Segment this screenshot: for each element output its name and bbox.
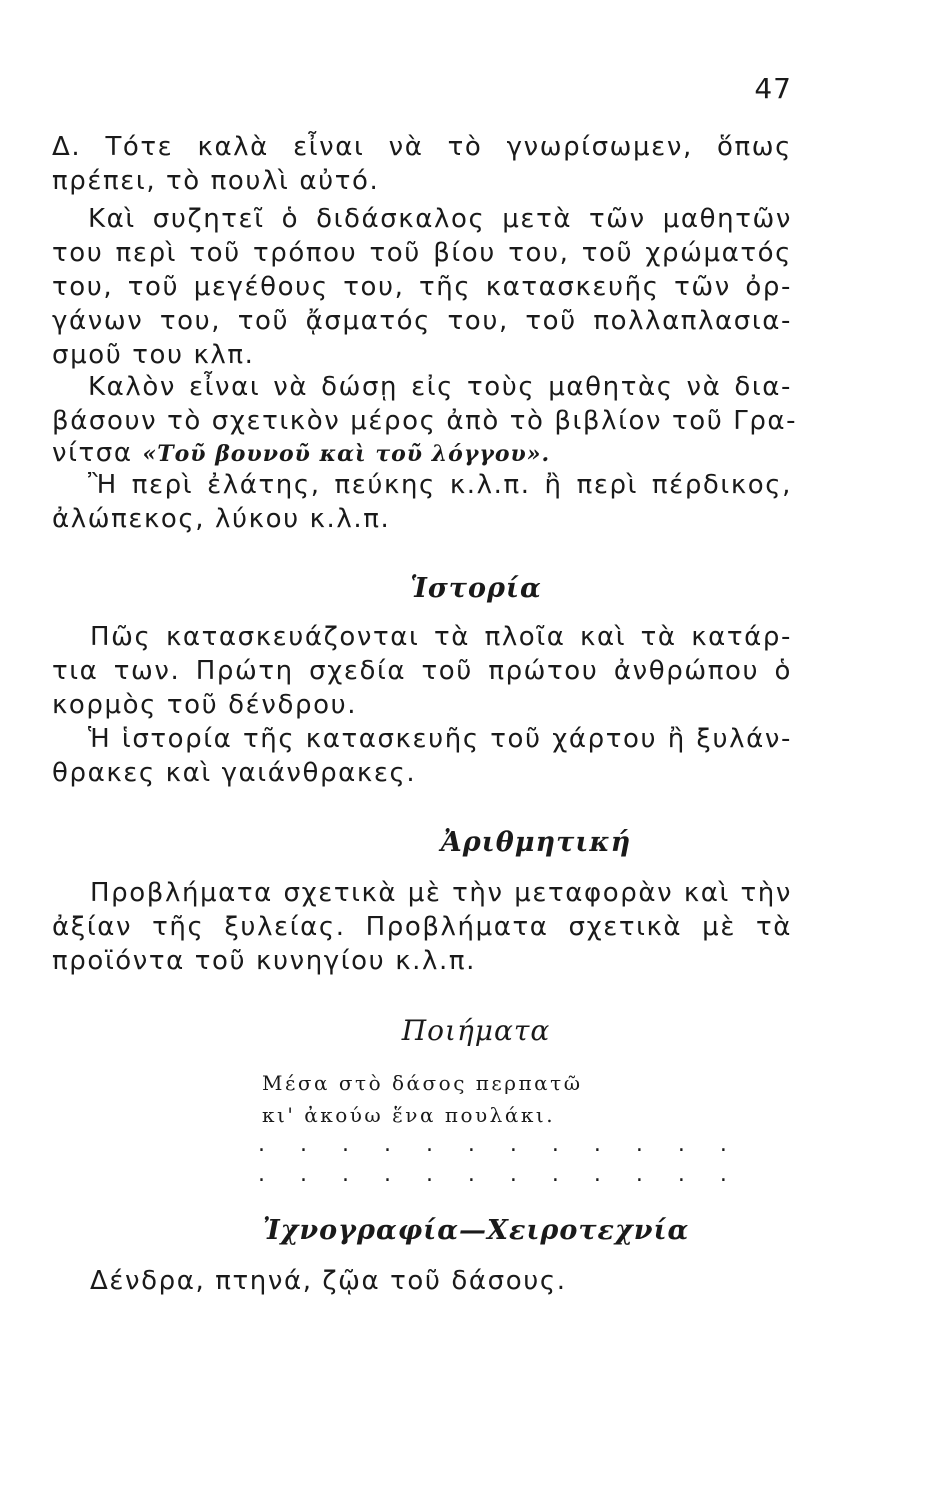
text-line: Ἡ ἱστορία τῆς κατασκευῆς τοῦ χάρτου ἢ ξυλάν- [88, 724, 792, 754]
page-number: 47 [754, 72, 792, 105]
text-line: ἀλώπεκος, λύκου κ.λ.π. [52, 504, 391, 534]
text-line: προϊόντα τοῦ κυνηγίου κ.λ.π. [52, 946, 476, 976]
text-line: του περὶ τοῦ τρόπου τοῦ βίου του, τοῦ χρώματός [52, 238, 792, 268]
poem-line: κι' ἀκούω ἕνα πουλάκι. [262, 1103, 556, 1127]
text-line: ἀξίαν τῆς ξυλείας. Προβλήματα σχετικὰ μὲ τὰ [52, 912, 792, 942]
text-line: Καλὸν εἶναι νὰ δώσῃ εἰς τοὺς μαθητὰς νὰ δια- [88, 372, 792, 402]
text-line: Πῶς κατασκευάζονται τὰ πλοῖα καὶ τὰ κατάρ- [90, 622, 792, 652]
section-heading-drawing: Ἰχνογραφία—Χειροτεχνία [262, 1215, 690, 1246]
text-line: τια των. Πρώτη σχεδία τοῦ πρώτου ἀνθρώπου ὁ [52, 656, 792, 686]
ellipsis-dots: . . . . . . . . . . . . [258, 1132, 741, 1157]
text-line: βάσουν τὸ σχετικὸν μέρος ἀπὸ τὸ βιβλίον τοῦ Γρα- [52, 406, 798, 436]
section-heading-arithmetic: Ἀριθμητική [440, 827, 632, 858]
text-line: Προβλήματα σχετικὰ μὲ τὴν μεταφορὰν καὶ τὴν [90, 878, 792, 908]
text-line: Δ. Τότε καλὰ εἶναι νὰ τὸ γνωρίσωμεν, ὅπως [52, 132, 792, 162]
text-line [52, 436, 792, 471]
text-line: γάνων του, τοῦ ᾄσματός του, τοῦ πολλαπλασια- [52, 306, 792, 336]
text-line: Δένδρα, πτηνά, ζῷα τοῦ δάσους. [90, 1266, 567, 1296]
text-line: του, τοῦ μεγέθους του, τῆς κατασκευῆς τῶν ὀρ- [52, 272, 792, 302]
text-line: Ἢ περὶ ἐλάτης, πεύκης κ.λ.π. ἢ περὶ πέρδικος, [88, 470, 792, 500]
book-title: «Τοῦ βουνοῦ καὶ τοῦ λόγγου». [142, 441, 551, 467]
ellipsis-dots: . . . . . . . . . . . . [258, 1162, 741, 1187]
section-heading-poems: Ποιήματα [401, 1014, 551, 1047]
text-line: θρακες καὶ γαιάνθρακες. [52, 758, 417, 788]
text-line: Καὶ συζητεῖ ὁ διδάσκαλος μετὰ τῶν μαθητῶν [88, 204, 792, 234]
poem-line: Μέσα στὸ δάσος περπατῶ [262, 1071, 583, 1095]
author-name: νίτσα [52, 438, 133, 468]
text-line: πρέπει, τὸ πουλὶ αὐτό. [52, 166, 380, 196]
text-line: σμοῦ του κλπ. [52, 340, 255, 370]
section-heading-history: Ἱστορία [410, 573, 542, 604]
text-line: κορμὸς τοῦ δένδρου. [52, 690, 358, 720]
